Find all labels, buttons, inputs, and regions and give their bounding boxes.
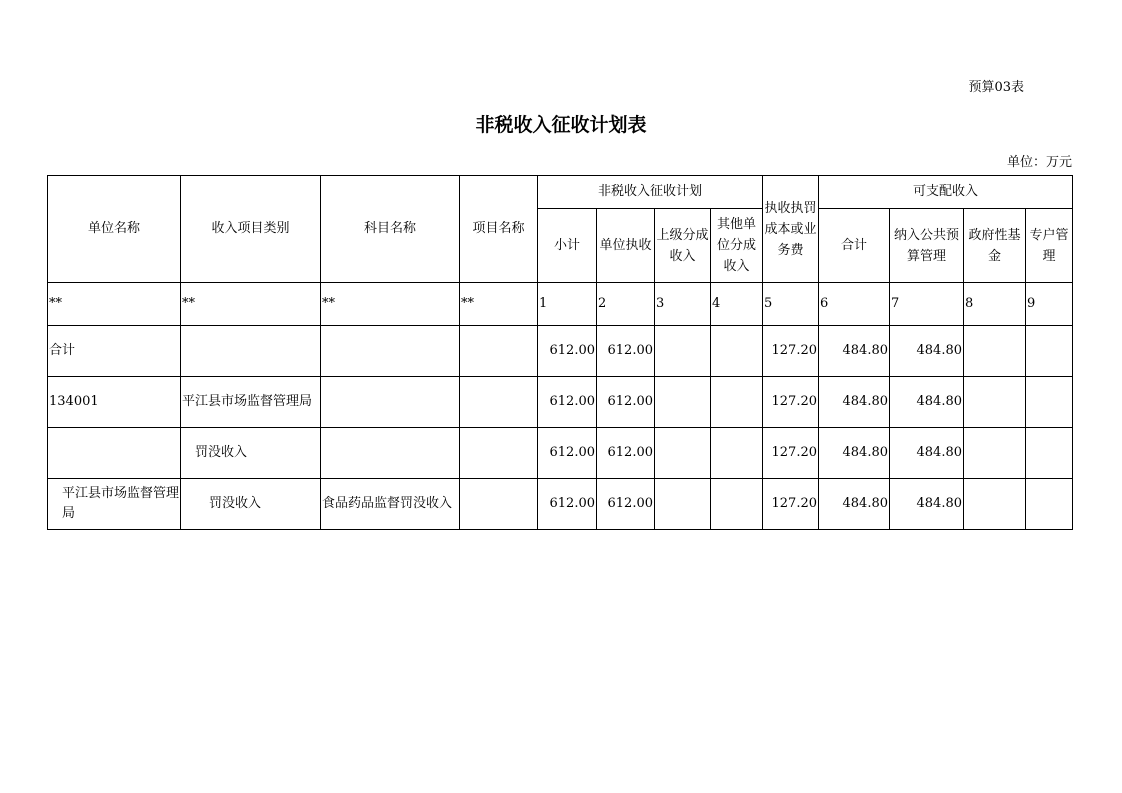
index-cell: 8 <box>964 283 1026 326</box>
subtotal-cell: 612.00 <box>538 428 597 479</box>
index-row <box>48 283 1073 326</box>
col-header-enforcement-cost: 执收执罚成本或业务费 <box>763 176 819 283</box>
table-row-category <box>48 428 1073 479</box>
unit-collection-cell: 612.00 <box>597 326 655 377</box>
subject-name-cell <box>321 428 460 479</box>
index-cell: 5 <box>763 283 819 326</box>
index-cell: 9 <box>1026 283 1073 326</box>
index-cell: ** <box>460 283 538 326</box>
income-category-cell: 罚没收入 <box>181 428 321 479</box>
unit-name-cell: 134001 <box>48 377 181 428</box>
index-cell: ** <box>181 283 321 326</box>
gov-fund-cell <box>964 428 1026 479</box>
form-code: 预算03表 <box>968 80 1024 95</box>
subject-name-cell <box>321 326 460 377</box>
col-header-subject-name: 科目名称 <box>321 176 460 283</box>
other-unit-share-cell <box>711 428 763 479</box>
unit-label: 单位：万元 <box>1006 155 1072 170</box>
gov-fund-cell <box>964 479 1026 530</box>
index-cell: 7 <box>890 283 964 326</box>
header-row-1 <box>48 176 1073 209</box>
col-header-unit-collection: 单位执收 <box>597 209 655 283</box>
other-unit-share-cell <box>711 326 763 377</box>
table-row-total <box>48 326 1073 377</box>
unit-name-cell: 平江县市场监督管理局 <box>48 479 181 530</box>
other-unit-share-cell <box>711 377 763 428</box>
enforcement-cost-cell: 127.20 <box>763 428 819 479</box>
total-cell: 484.80 <box>819 479 890 530</box>
other-unit-share-cell <box>711 479 763 530</box>
superior-share-cell <box>655 428 711 479</box>
subtotal-cell: 612.00 <box>538 326 597 377</box>
unit-collection-cell: 612.00 <box>597 428 655 479</box>
public-budget-cell: 484.80 <box>890 479 964 530</box>
enforcement-cost-cell: 127.20 <box>763 479 819 530</box>
enforcement-cost-cell: 127.20 <box>763 326 819 377</box>
project-name-cell <box>460 428 538 479</box>
unit-name-cell: 合计 <box>48 326 181 377</box>
income-category-cell <box>181 326 321 377</box>
col-header-other-unit-share: 其他单位分成收入 <box>711 209 763 283</box>
col-header-total: 合计 <box>819 209 890 283</box>
col-header-unit-name: 单位名称 <box>48 176 181 283</box>
col-header-income-category: 收入项目类别 <box>181 176 321 283</box>
special-account-cell <box>1026 326 1073 377</box>
total-cell: 484.80 <box>819 428 890 479</box>
index-cell: 4 <box>711 283 763 326</box>
special-account-cell <box>1026 428 1073 479</box>
col-header-subtotal: 小计 <box>538 209 597 283</box>
col-header-gov-fund: 政府性基金 <box>964 209 1026 283</box>
gov-fund-cell <box>964 377 1026 428</box>
special-account-cell <box>1026 479 1073 530</box>
col-header-superior-share: 上级分成收入 <box>655 209 711 283</box>
public-budget-cell: 484.80 <box>890 326 964 377</box>
table-row-subject <box>48 479 1073 530</box>
public-budget-cell: 484.80 <box>890 428 964 479</box>
superior-share-cell <box>655 479 711 530</box>
col-group-plan: 非税收入征收计划 <box>538 176 763 209</box>
table-row-unit <box>48 377 1073 428</box>
subtotal-cell: 612.00 <box>538 479 597 530</box>
non-tax-revenue-table <box>47 175 1073 530</box>
total-cell: 484.80 <box>819 377 890 428</box>
unit-collection-cell: 612.00 <box>597 479 655 530</box>
index-cell: ** <box>321 283 460 326</box>
unit-name-cell <box>48 428 181 479</box>
subtotal-cell: 612.00 <box>538 377 597 428</box>
index-cell: 1 <box>538 283 597 326</box>
col-header-project-name: 项目名称 <box>460 176 538 283</box>
unit-collection-cell: 612.00 <box>597 377 655 428</box>
enforcement-cost-cell: 127.20 <box>763 377 819 428</box>
special-account-cell <box>1026 377 1073 428</box>
project-name-cell <box>460 377 538 428</box>
index-cell: 3 <box>655 283 711 326</box>
index-cell: 6 <box>819 283 890 326</box>
col-header-public-budget: 纳入公共预算管理 <box>890 209 964 283</box>
page-title: 非税收入征收计划表 <box>475 114 647 136</box>
income-category-cell: 平江县市场监督管理局 <box>181 377 321 428</box>
index-cell: ** <box>48 283 181 326</box>
public-budget-cell: 484.80 <box>890 377 964 428</box>
total-cell: 484.80 <box>819 326 890 377</box>
gov-fund-cell <box>964 326 1026 377</box>
col-header-special-account: 专户管理 <box>1026 209 1073 283</box>
project-name-cell <box>460 326 538 377</box>
subject-name-cell <box>321 377 460 428</box>
superior-share-cell <box>655 377 711 428</box>
superior-share-cell <box>655 326 711 377</box>
index-cell: 2 <box>597 283 655 326</box>
subject-name-cell: 食品药品监督罚没收入 <box>321 479 460 530</box>
col-group-disposable: 可支配收入 <box>819 176 1073 209</box>
project-name-cell <box>460 479 538 530</box>
income-category-cell: 罚没收入 <box>181 479 321 530</box>
